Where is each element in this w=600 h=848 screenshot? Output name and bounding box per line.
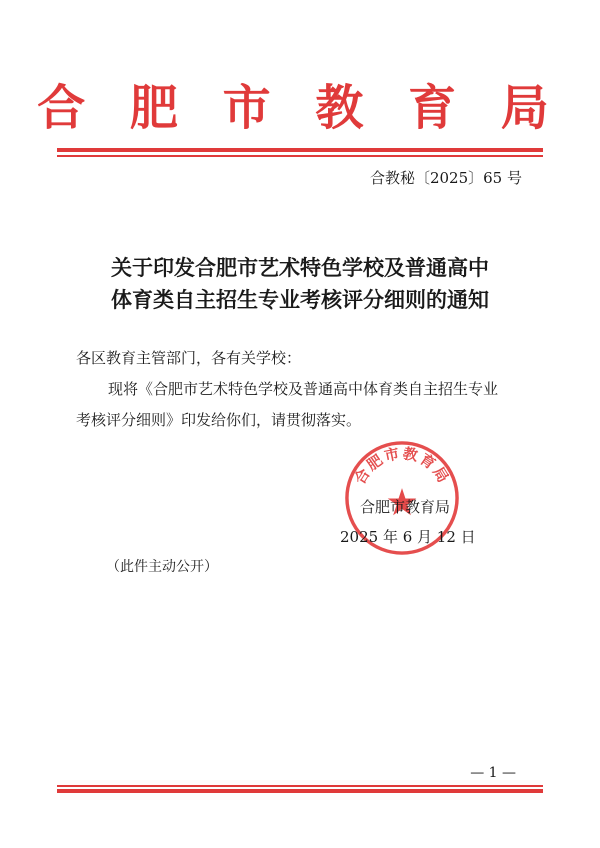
document-title-line-1: 关于印发合肥市艺术特色学校及普通高中: [111, 255, 489, 280]
body-paragraph-line-1: 现将《合肥市艺术特色学校及普通高中体育类自主招生专业: [108, 380, 499, 398]
body-paragraph-line-2: 考核评分细则》印发给你们，请贯彻落实。: [76, 411, 362, 429]
signature-date: 2025 年 6 月 12 日: [340, 528, 476, 546]
signature-organization: 合肥市教育局: [360, 498, 451, 516]
header-rule-thin: [57, 155, 543, 157]
header-rule-thick: [57, 148, 543, 152]
agency-header-title: 合 肥 市 教 育 局: [37, 80, 563, 136]
footer-rule-thin: [57, 785, 543, 787]
page-number: — 1 —: [470, 765, 516, 781]
document-title-line-2: 体育类自主招生专业考核评分细则的通知: [111, 287, 489, 312]
svg-text:合肥市教育局: 合肥市教育局: [351, 445, 453, 488]
footer-rule-thick: [57, 789, 543, 793]
document-number: 合教秘〔2025〕65 号: [369, 169, 522, 187]
public-disclosure-note: （此件主动公开）: [106, 559, 218, 575]
salutation: 各区教育主管部门，各有关学校：: [76, 349, 302, 367]
